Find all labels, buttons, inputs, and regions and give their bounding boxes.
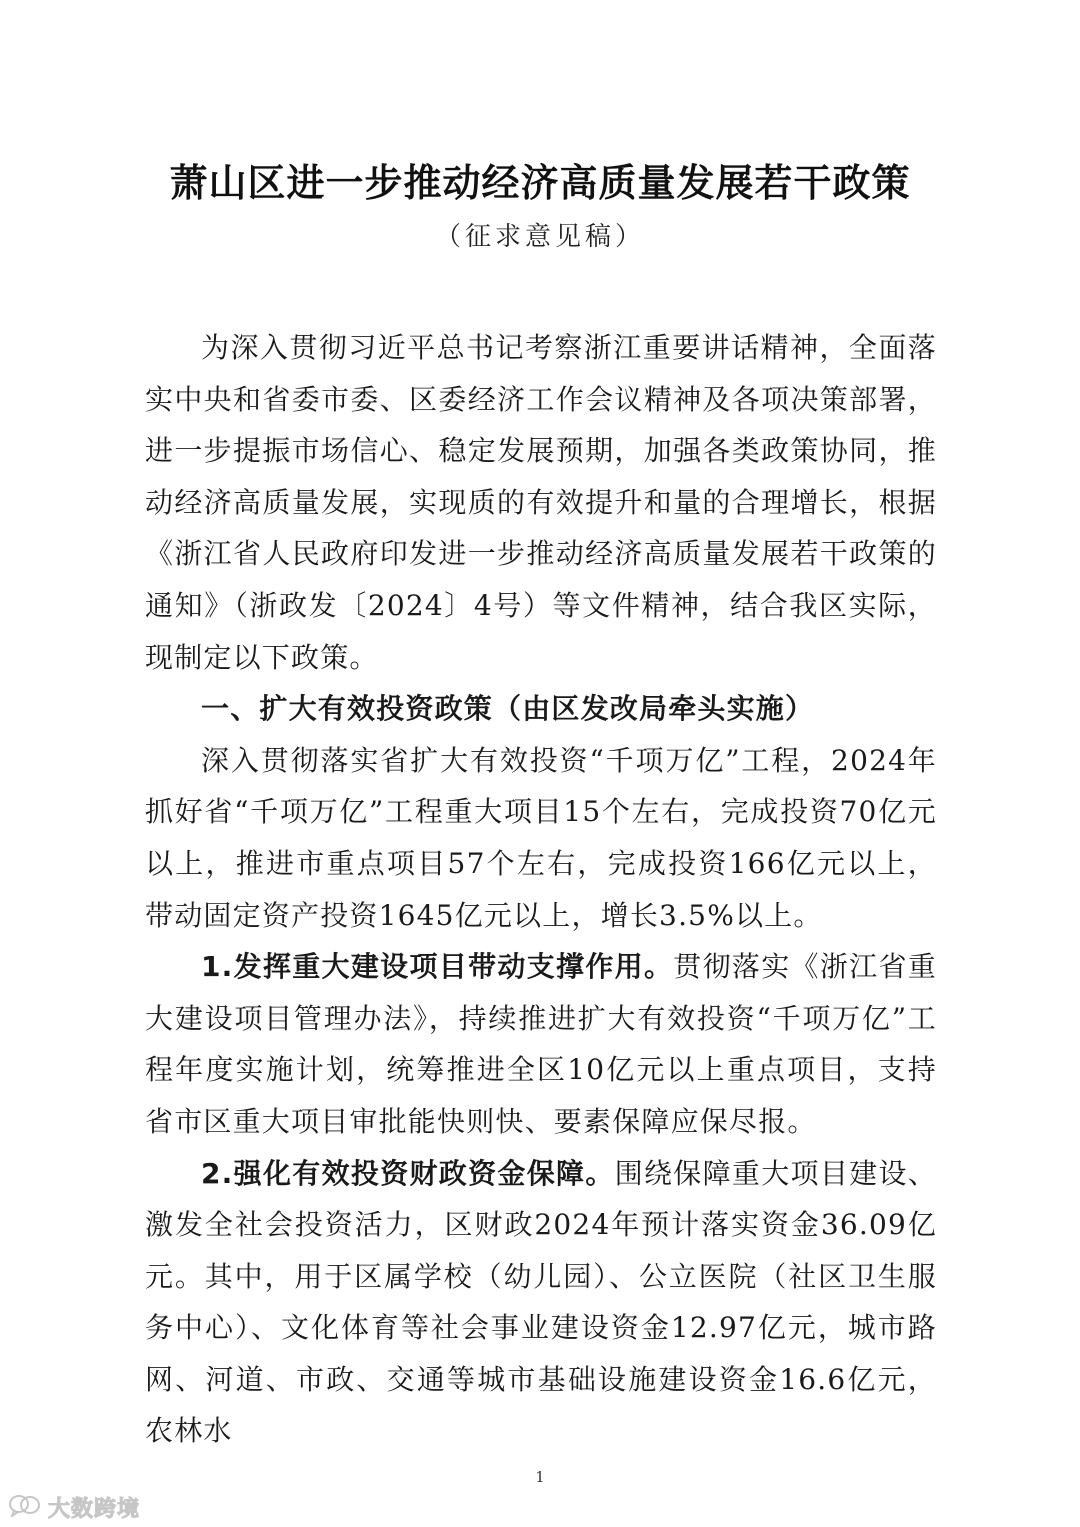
- chat-bubble-logo-icon: [8, 1493, 42, 1521]
- watermark-text: 大数跨境: [48, 1496, 141, 1522]
- item-1-paragraph: [145, 941, 937, 1147]
- section-1-heading: 一、扩大有效投资政策（由区发改局牵头实施）: [201, 692, 815, 726]
- watermark: [8, 1493, 140, 1521]
- intro-paragraph: 为深入贯彻习近平总书记考察浙江重要讲话精神，全面落实中央和省委市委、区委经济工作会议精神及各项决策部署，进一步提振市场信心、稳定发展预期，加强各类政策协同，推动经济高质量发展，实现质的有效提升和量的合理增长，根据《浙江省人民政府印发进一步推动经济高质量发展若干政策的通知》（浙政发〔2024〕4号）等文件精神，结合我区实际，现制定以下政策。: [145, 331, 937, 674]
- page-number: 1: [535, 1468, 545, 1486]
- item-2-text: 围绕保障重大项目建设、激发全社会投资活力，区财政2024年预计落实资金36.09亿元。其中，用于区属学校（幼儿园）、公立医院（社区卫生服务中心）、文化体育等社会事业建设资金12.97亿元，城市路网、河道、市政、交通等城市基础设施建设资金16.6亿元，农林水: [145, 1156, 938, 1448]
- document-subtitle: （征求意见稿）: [434, 222, 645, 252]
- item-1-text: 贯彻落实《浙江省重大建设项目管理办法》，持续推进扩大有效投资“千项万亿”工程年度实施计划，统筹推进全区10亿元以上重点项目，支持省市区重大项目审批能快则快、要素保障应保尽报。: [145, 950, 937, 1138]
- section-1-paragraph: 深入贯彻落实省扩大有效投资“千项万亿”工程，2024年抓好省“千项万亿”工程重大项目15个左右，完成投资70亿元以上，推进市重点项目57个左右，完成投资166亿元以上，带动固定资产投资1645亿元以上，增长3.5%以上。: [145, 743, 937, 932]
- item-2-lead: 2.强化有效投资财政资金保障。: [201, 1156, 615, 1190]
- document-title: 萧山区进一步推动经济高质量发展若干政策: [169, 161, 911, 205]
- document-body: [145, 322, 937, 1457]
- item-1-lead: 1.发挥重大建设项目带动支撑作用。: [201, 950, 674, 984]
- item-2-paragraph: [145, 1148, 937, 1458]
